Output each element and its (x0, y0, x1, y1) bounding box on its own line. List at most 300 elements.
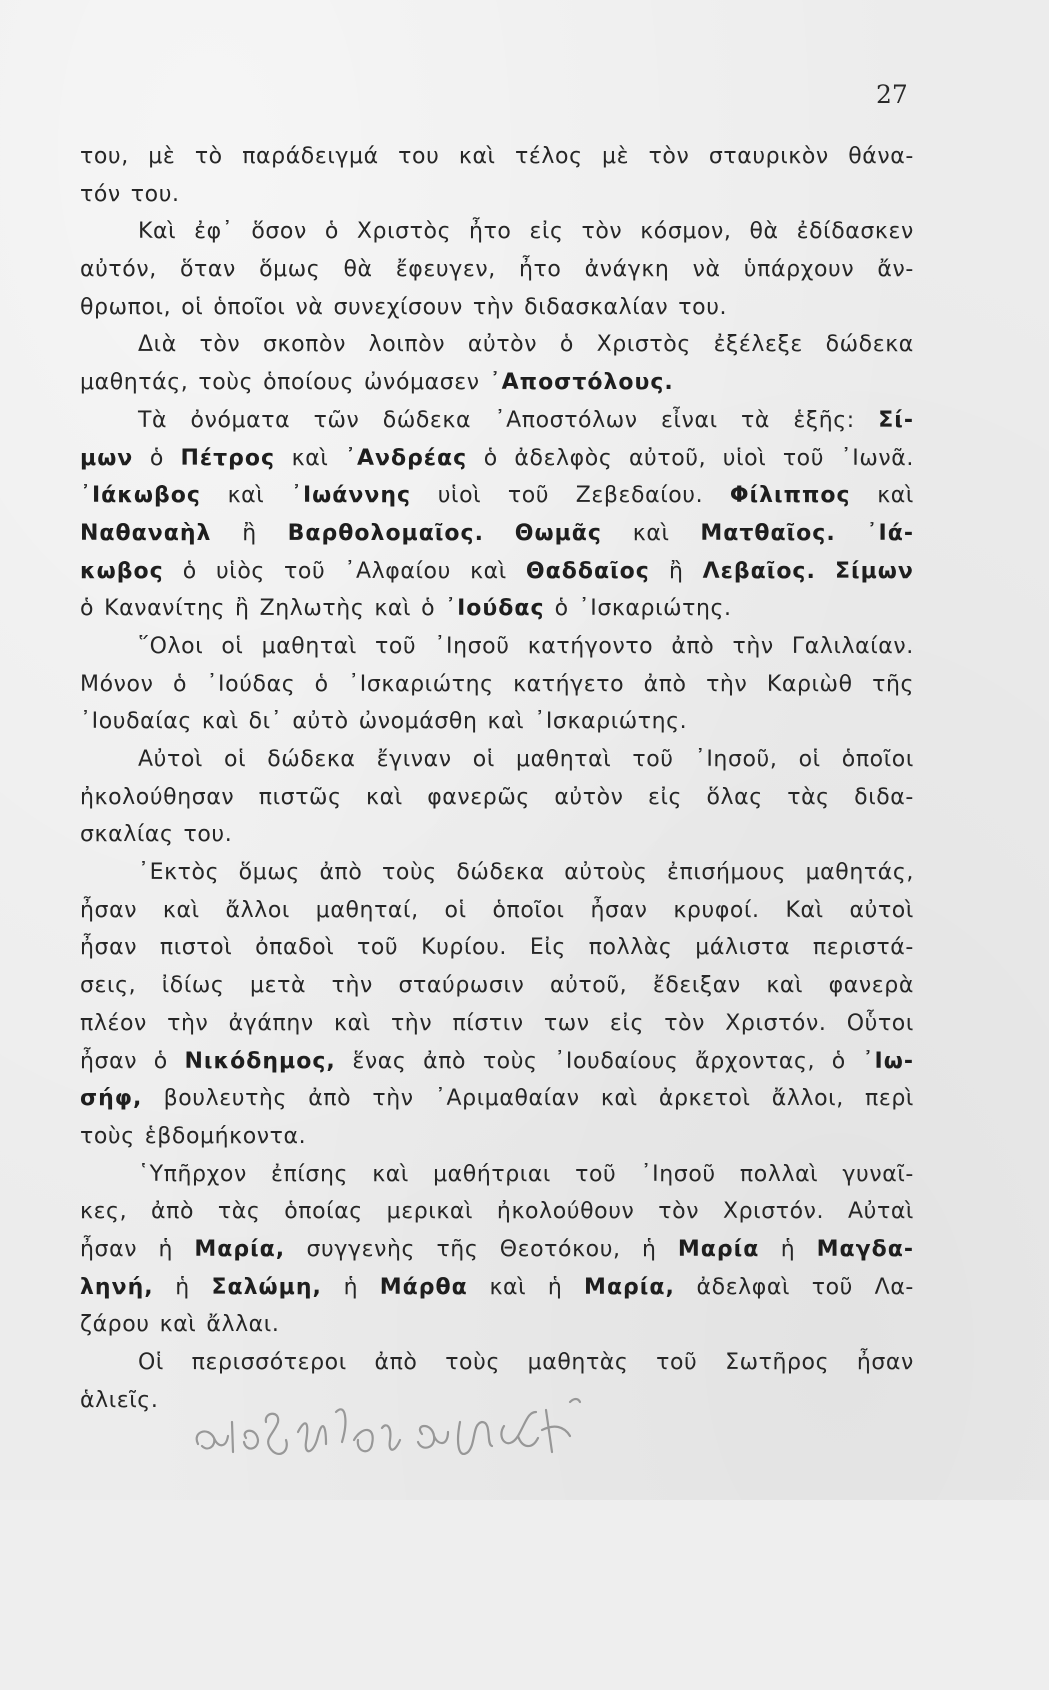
word: του, (80, 144, 129, 169)
word: τὸν (581, 219, 623, 245)
word: εἰς (609, 1010, 644, 1036)
word: ὅσον (251, 219, 307, 245)
word: ἔφευγεν, (395, 257, 496, 283)
word: αὐτοὶ (849, 897, 914, 923)
word: τὸ (194, 144, 223, 169)
word: ῞Ολοι (138, 633, 204, 659)
text-line (80, 251, 914, 289)
word: ἠκολούθουν (496, 1199, 635, 1225)
word: ὠνόμασεν (364, 370, 480, 396)
text-line (80, 628, 914, 666)
word: καὶ (489, 1274, 527, 1300)
word: Χριστόν. (725, 1010, 827, 1036)
text-line (80, 477, 914, 515)
word: ᾿Ιουδαίους (554, 1048, 679, 1074)
text-line (80, 1156, 914, 1194)
word: του. (678, 294, 728, 320)
word: ἡ (175, 1274, 190, 1300)
word: τοὺς (482, 1048, 538, 1074)
word: ἦσαν (856, 1350, 914, 1375)
word: ἡ (158, 1236, 173, 1262)
word: μετὰ (250, 973, 307, 999)
word: ᾿Ιησοῦ (434, 633, 510, 659)
word: εἰς (529, 219, 564, 245)
text-line (80, 402, 914, 440)
word: ῾Υπῆρχον (138, 1161, 247, 1187)
bold-name-word: Θωμᾶς (514, 520, 602, 546)
word: καὶ (366, 784, 403, 810)
word: ἀπὸ (423, 1048, 467, 1074)
word: θὰ (749, 219, 779, 245)
word: πολλὰς (588, 935, 673, 961)
bold-name-word: ᾿Ιά- (866, 520, 914, 546)
word: φανερὰ (828, 973, 914, 999)
bold-name-word: Ματθαῖος. (700, 520, 836, 546)
word: τόν (80, 181, 121, 207)
word: δι᾽ (248, 709, 283, 735)
word: ὁ (314, 671, 329, 697)
word: τέλος (515, 144, 583, 169)
word: τοῦ (375, 633, 417, 659)
word: Ζεβεδαίου. (575, 483, 704, 509)
word: τὸν (664, 1010, 706, 1036)
text-line (80, 590, 914, 628)
word: τοὺς (445, 1350, 500, 1375)
word: ζάρου (80, 1312, 150, 1338)
word: διδασκαλίαν (524, 294, 669, 320)
word: τὴν (732, 633, 774, 659)
word: ἐξέλεξε (713, 332, 803, 358)
word: ἦσαν (80, 1048, 138, 1074)
word: περὶ (865, 1086, 914, 1112)
bold-name-word: ᾿Ιάκωβος (80, 483, 201, 509)
word: ἀδελφαὶ (696, 1274, 791, 1300)
word: του (398, 144, 440, 169)
bold-name-word: Μάρθα (379, 1274, 468, 1300)
text-line (80, 553, 914, 591)
word: δώδεκα (825, 332, 914, 358)
word: σταυρικὸν (708, 144, 829, 169)
text-line (80, 967, 914, 1005)
word: αὐτοῦ, (549, 973, 628, 999)
word: κατήγοντο (527, 633, 654, 659)
word: τοῦ (575, 1161, 617, 1187)
word: ἢ (235, 596, 250, 622)
word: Χριστὸς (596, 332, 691, 358)
word: μαθητάς, (80, 370, 189, 396)
word: Καριὼθ (766, 671, 853, 697)
word: Οὗτοι (846, 1010, 914, 1036)
bold-name-word: κωβος (80, 558, 164, 584)
word: ὁ (421, 596, 436, 622)
word: μαθηταί, (315, 897, 419, 923)
word: ἠκολούθησαν (80, 784, 235, 810)
word: Θεοτόκου, (499, 1236, 621, 1262)
word: ἐπισήμους (667, 860, 786, 886)
word: ἐπίσης (271, 1161, 349, 1187)
word: ᾿Αριμαθαίαν (434, 1086, 580, 1112)
bold-name-word: Μαρία, (194, 1236, 286, 1262)
word: τοῦ (284, 558, 326, 584)
text-line (80, 440, 914, 478)
word: ἄλλαι. (206, 1312, 280, 1338)
word: Κανανίτης (104, 596, 226, 622)
word: καὶ (470, 558, 507, 584)
word: ἀπὸ (671, 633, 715, 659)
word: ὁ (149, 445, 164, 471)
word: οἱ (444, 897, 467, 923)
word: τῶν (313, 407, 360, 433)
word: τοῦ (782, 445, 825, 471)
word: ᾿Ιουδαίας (80, 709, 192, 735)
bold-name-word: ᾿Ιω- (862, 1048, 914, 1074)
word: ἦτο (519, 257, 562, 283)
bold-name-word: Σαλώμη, (211, 1274, 322, 1300)
word: αὐτοὺς (564, 860, 648, 886)
word: ᾿Ισκαριώτης. (578, 596, 732, 622)
word: του. (183, 822, 233, 848)
word: υἱοὶ (722, 445, 767, 471)
word: ἄλλοι, (771, 1086, 844, 1112)
word: τὰς (217, 1199, 261, 1225)
word: οἱ (224, 747, 247, 772)
handwritten-note (188, 1610, 608, 1690)
word: περιστά- (812, 935, 914, 961)
word: ὅμως (238, 860, 300, 886)
word: τοῦ (811, 1274, 853, 1300)
text-line (80, 1080, 914, 1118)
word: κατήγετο (513, 671, 625, 697)
text-line (80, 703, 914, 741)
word: ὁ (483, 445, 498, 471)
text-line (80, 779, 914, 817)
word: ὁποίους (263, 370, 355, 396)
word: ᾿Εκτὸς (138, 860, 220, 886)
word: ὁ (559, 332, 574, 358)
bold-name-word: Ναθαναὴλ (80, 520, 212, 546)
word: ἄν- (877, 257, 914, 283)
word: διδα- (854, 784, 914, 810)
text-line (80, 213, 914, 251)
word: καὶ (334, 1010, 371, 1036)
word: ὀνόματα (190, 407, 291, 433)
word: πίστιν (452, 1010, 524, 1036)
word: ὁ (172, 671, 187, 697)
word: αὐτόν, (80, 257, 157, 283)
bold-name-word: Σίμων (834, 558, 914, 584)
word: ἔγιναν (376, 747, 452, 772)
word: δώδεκα (456, 860, 545, 886)
word: ὠνομάσθη (358, 709, 478, 735)
word: ἡ (343, 1274, 359, 1300)
word: δώδεκα (382, 407, 472, 433)
word: τοῦ (632, 747, 674, 772)
word: ὁποῖοι (841, 747, 914, 772)
word: τὸν (648, 144, 690, 169)
word: εἶναι (661, 407, 718, 433)
word: τῆς (436, 1236, 479, 1262)
word: κρυφοί. (673, 897, 760, 923)
word: θὰ (343, 257, 373, 283)
word: τὴν (167, 1010, 209, 1036)
bold-name-word: Μαγδα- (816, 1236, 914, 1262)
word: μερικαὶ (386, 1199, 474, 1225)
word: ἁλιεῖς. (80, 1387, 159, 1413)
word: ὁ (554, 596, 569, 622)
text-line (80, 666, 914, 704)
word: Χριστὸς (356, 219, 452, 245)
word: δώδεκα (267, 747, 356, 772)
word: ὁ (153, 1048, 168, 1074)
word: καὶ (372, 1161, 409, 1187)
word: ὅταν (180, 257, 236, 283)
word: τὴν (372, 1086, 414, 1112)
word: ὅλας (706, 784, 763, 810)
text-line (80, 1005, 914, 1043)
word: τὰς (787, 784, 830, 810)
word: ἦσαν (80, 935, 138, 961)
pencil-scribble (186, 1382, 606, 1472)
word: Καὶ (138, 219, 177, 245)
word: σκοπὸν (263, 332, 346, 358)
word: Οἱ (138, 1350, 164, 1375)
word: ᾿Ισκαριώτης. (534, 709, 688, 735)
word: καὶ (600, 1086, 638, 1112)
bold-name-word: Μαρία, (584, 1274, 675, 1300)
word: Ζηλωτὴς (259, 596, 365, 622)
word: τὸν (658, 1199, 700, 1225)
word: ὁ (80, 596, 95, 622)
word: τοὺς (80, 1123, 135, 1149)
word: αὐτὸν (554, 784, 624, 810)
word: ἐδίδασκεν (796, 219, 914, 245)
word: ὁποίας (284, 1199, 363, 1225)
word: παράδειγμά (242, 144, 379, 169)
bold-name-word: ᾿Αποστόλους. (489, 370, 674, 396)
word: ὁ (324, 219, 339, 245)
word: τοὺς (382, 860, 437, 886)
word: οἱ (472, 747, 495, 772)
word: αὐτὸ (292, 709, 349, 735)
word: συγγενὴς (306, 1236, 416, 1262)
word: οἱ (181, 294, 204, 320)
word: Αὐταὶ (848, 1199, 914, 1225)
word: ἐφ᾽ (194, 219, 234, 245)
word: ἕνας (352, 1048, 407, 1074)
word: σεις, (80, 973, 137, 999)
word: ὅμως (259, 257, 321, 283)
word: σταύρωσιν (398, 973, 525, 999)
word: Διὰ (138, 332, 177, 358)
word: ἀπὸ (319, 860, 363, 886)
word: καὶ (877, 483, 914, 509)
word: γυναῖ- (842, 1161, 914, 1187)
word: ἦτο (469, 219, 512, 245)
word: μαθήτριαι (433, 1161, 551, 1187)
word: υἱὸς (215, 558, 265, 584)
text-line (80, 326, 914, 364)
word: πιστῶς (258, 784, 342, 810)
word: ἀπὸ (151, 1199, 195, 1225)
word: ὁποῖοι (213, 294, 286, 320)
text-line (80, 364, 914, 402)
text-line (80, 1231, 914, 1269)
word: ἄλλοι (225, 897, 290, 923)
word: μαθητὰς (527, 1350, 629, 1375)
bold-name-word: ᾿Ιωάννης (290, 483, 412, 509)
word: συνεχίσουν (333, 294, 463, 320)
word: Τὰ (138, 407, 168, 433)
word: πολλαὶ (739, 1161, 819, 1187)
word: Χριστόν. (722, 1199, 825, 1225)
word: ἡ (641, 1236, 657, 1262)
word: μαθητάς, (805, 860, 914, 886)
word: καὶ (227, 483, 265, 509)
bold-name-word: μων (80, 445, 134, 471)
bold-name-word: ληνή, (80, 1274, 154, 1300)
word: ἑβδομήκοντα. (144, 1123, 307, 1149)
word: τοῦ (357, 935, 399, 961)
word: ἢ (242, 520, 257, 546)
word: περισσότεροι (191, 1350, 347, 1375)
bold-name-word: ᾿Ανδρέας (344, 445, 468, 471)
word: ἦσαν (80, 1236, 138, 1262)
text-line (80, 816, 914, 854)
word: ἰδίως (161, 973, 225, 999)
word: τοῦ (507, 483, 550, 509)
word: λοιπὸν (368, 332, 446, 358)
text-line (80, 1193, 914, 1231)
word: ἀπὸ (374, 1350, 418, 1375)
word: τῆς (872, 671, 914, 697)
word: Γαλιλαίαν. (791, 633, 914, 659)
word: ἢ (668, 558, 684, 584)
word: τὴν (472, 294, 515, 320)
page-number: 27 (876, 80, 908, 109)
bold-name-word: Φίλιππος (729, 483, 851, 509)
word: τὸν (199, 332, 241, 358)
word: μὲ (148, 144, 176, 169)
word: ὁποῖοι (492, 897, 565, 923)
word: εἰς (648, 784, 683, 810)
word: υἱοὶ (437, 483, 482, 509)
bold-name-word: Σί- (878, 407, 914, 433)
word: ἀδελφὸς (514, 445, 613, 471)
word: ὁ (831, 1048, 846, 1074)
bold-name-word: Νικόδημος, (184, 1048, 336, 1074)
text-line (80, 1118, 914, 1156)
text-line (80, 1306, 914, 1344)
word: Εἰς (529, 935, 566, 961)
text-line (80, 854, 914, 892)
word: Λα- (874, 1274, 914, 1300)
word: των (543, 1010, 590, 1036)
bold-name-word: Βαρθολομαῖος. (287, 520, 484, 546)
text-line (80, 1269, 914, 1307)
bold-name-word: Πέτρος (180, 445, 276, 471)
word: καὶ (201, 709, 239, 735)
body-text (80, 138, 914, 1419)
word: σκαλίας (80, 822, 174, 848)
word: αὐτοῦ, (628, 445, 707, 471)
word: ὑπάρχουν (743, 257, 855, 283)
word: καὶ (487, 709, 525, 735)
word: μάλιστα (695, 935, 791, 961)
bold-name-word: Λεβαῖος. (702, 558, 816, 584)
bold-name-word: Θαδδαῖος (525, 558, 650, 584)
word: ἦσαν (80, 897, 138, 923)
word: καὶ (766, 973, 804, 999)
word: ᾿Ιούδας (206, 671, 296, 697)
word: Καὶ (785, 897, 824, 923)
word: ἡ (547, 1274, 563, 1300)
word: Κυρίου. (421, 935, 508, 961)
bold-name-word: σήφ, (80, 1086, 143, 1112)
text-line (80, 176, 914, 214)
word: ἀπὸ (308, 1086, 352, 1112)
word: ἑξῆς: (793, 407, 855, 433)
word: ᾿Ιησοῦ (640, 1161, 716, 1187)
text-line (80, 289, 914, 327)
text-line (80, 741, 914, 779)
word: καὶ (291, 445, 329, 471)
word: ὀπαδοὶ (255, 935, 335, 961)
text-line (80, 515, 914, 553)
word: οἱ (798, 747, 821, 772)
word: αὐτὸν (467, 332, 538, 358)
word: ἀγάπην (228, 1010, 314, 1036)
word: θάνα- (848, 144, 914, 169)
word: τὴν (331, 973, 373, 999)
word: ἡ (780, 1236, 796, 1262)
word: τοῦ (656, 1350, 698, 1375)
text-line (80, 138, 914, 176)
text-line (80, 892, 914, 930)
word: καὶ (374, 596, 412, 622)
word: ἀνάγκη (584, 257, 670, 283)
word: ἀπὸ (643, 671, 687, 697)
word: τοὺς (198, 370, 254, 396)
word: τὴν (706, 671, 748, 697)
word: οἱ (221, 633, 244, 659)
word: φανερῶς (427, 784, 530, 810)
word: ᾿Αλφαίου (344, 558, 451, 584)
word: Μόνον (80, 671, 154, 697)
word: μαθηταὶ (261, 633, 357, 659)
word: καὶ (162, 897, 200, 923)
word: ᾿Ιωνᾶ. (840, 445, 914, 471)
word: Αὐτοὶ (138, 747, 203, 772)
word: ἀρκετοὶ (658, 1086, 751, 1112)
word: κόσμον, (640, 219, 732, 245)
word: τὰ (741, 407, 770, 433)
word: Σωτῆρος (725, 1350, 830, 1375)
word: ᾿Ιησοῦ, (694, 747, 778, 772)
word: πλέον (80, 1010, 147, 1036)
word: ἔδειξαν (652, 973, 741, 999)
text-line (80, 1344, 914, 1382)
word: ἄρχοντας, (695, 1048, 816, 1074)
word: μὲ (602, 144, 630, 169)
word: νὰ (295, 294, 324, 320)
word: μαθηταὶ (515, 747, 612, 772)
word: καὶ (458, 144, 496, 169)
word: ᾿Ισκαριώτης (348, 671, 494, 697)
word: κες, (80, 1199, 128, 1225)
word: ᾿Αποστόλων (494, 407, 638, 433)
word: ὁ (182, 558, 197, 584)
word: πιστοὶ (159, 935, 233, 961)
